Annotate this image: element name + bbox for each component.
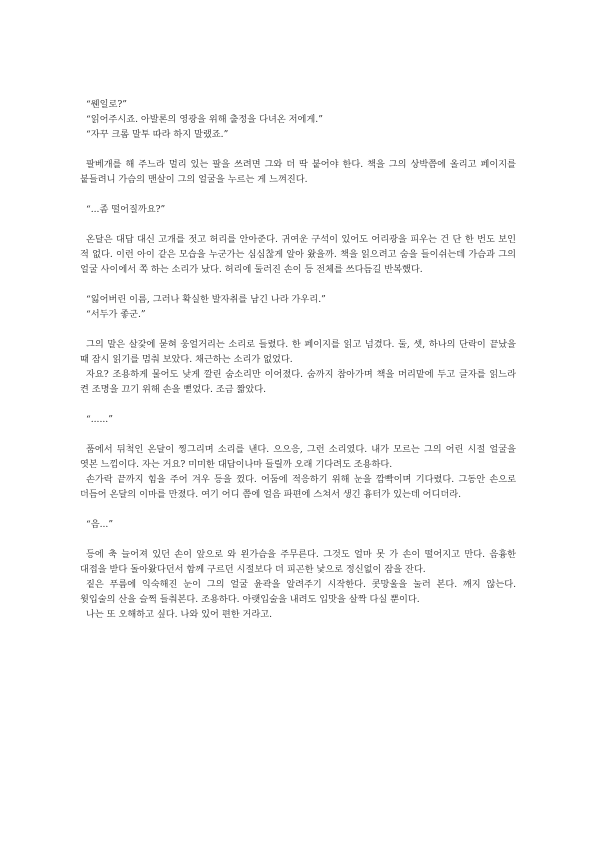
dialogue-line: “......” xyxy=(86,414,113,425)
paragraph-spacer xyxy=(80,322,516,337)
document-body xyxy=(80,97,516,622)
narration-paragraph: 자요? 조용하게 물어도 낮게 깔린 숨소리만 이어졌다. 숨까지 참아가며 책을 머리맡에 두고 글자를 읽느라 켠 조명을 끄기 위해 손을 뻗었다. 조금 짧았다. xyxy=(80,369,516,395)
narration-paragraph: 그의 말은 살갗에 묻혀 웅얼거리는 소리로 들렸다. 한 페이지를 읽고 넘겼다. 둘, 셋, 하나의 단락이 끝났을 때 잠시 읽기를 멈춰 보았다. 채근하는 소리가 없었다. xyxy=(80,339,516,365)
narration-paragraph: 손가락 끝까지 힘을 주어 겨우 등을 껐다. 어둠에 적응하기 위해 눈을 깜빡이며 기다렸다. 그동안 손으로 더듬어 온달의 이마를 만졌다. 여기 어디 쯤에 얼음 파편에 스쳐서 생긴 흉터가 있는데 어디더라. xyxy=(80,474,516,500)
dialogue-line: “음...” xyxy=(86,519,114,530)
dialogue-line: “읽어주시죠. 아발론의 영광을 위해 출정을 다녀온 저에게.” xyxy=(86,114,323,125)
paragraph-spacer xyxy=(80,427,516,442)
dialogue-line: “잃어버린 이름, 그러나 확실한 발자취를 남긴 나라 가우리.” xyxy=(86,294,326,305)
narration-paragraph: 나는 또 오해하고 싶다. 나와 있어 편한 거라고. xyxy=(86,609,273,620)
paragraph-spacer xyxy=(80,397,516,412)
paragraph-spacer xyxy=(80,187,516,202)
narration-paragraph: 짙은 푸름에 익숙해진 눈이 그의 얼굴 윤곽을 알려주기 시작한다. 콧망울을 눌러 본다. 깨지 않는다. 윗입술의 산을 슬쩍 들춰본다. 조용하다. 아랫입술을 내려도 입맛을 살짝 다실 뿐이다. xyxy=(80,579,516,605)
narration-paragraph: 온달은 대답 대신 고개를 젓고 허리를 안아준다. 귀여운 구석이 있어도 어리광을 피우는 건 단 한 번도 보인 적 없다. 이런 아이 같은 모습을 누군가는 심심찮게 알아 왔을까. 책을 읽으려고 숨을 들이쉬는데 가슴과 그의 얼굴 사이에서 쪽 하는 소리가 났다. 허리에 둘러진 손이 등 전체를 쓰다듬길 반복했다. xyxy=(80,234,516,275)
dialogue-line: “서두가 좋군.” xyxy=(86,309,146,320)
paragraph-spacer xyxy=(80,217,516,232)
paragraph-spacer xyxy=(80,502,516,517)
dialogue-line: “...좀 떨어질까요?” xyxy=(86,204,166,215)
paragraph-spacer xyxy=(80,277,516,292)
narration-paragraph: 등에 축 늘어져 있던 손이 앞으로 와 왼가슴을 주무른다. 그것도 얼마 못 가 손이 떨어지고 만다. 음흉한 대접을 받다 돌아왔다던서 함께 구르던 시절보다 더 피곤한 낯으로 정신없이 잠을 잔다. xyxy=(80,549,516,575)
paragraph-spacer xyxy=(80,142,516,157)
dialogue-line: “자꾸 크롬 말투 따라 하지 말랬죠.” xyxy=(86,129,229,140)
dialogue-line: “웬일로?” xyxy=(86,99,127,110)
paragraph-spacer xyxy=(80,532,516,547)
narration-paragraph: 품에서 뒤척인 온달이 찡그리며 소리를 낸다. 으으응, 그런 소리였다. 내가 모르는 그의 어린 시절 얼굴을 엿본 느낌이다. 자는 거요? 미미한 대답이나마 들릴까 오래 기다려도 조용하다. xyxy=(80,444,516,470)
narration-paragraph: 팔베개를 해 주느라 멀리 있는 팔을 쓰려면 그와 더 딱 붙어야 한다. 책을 그의 상박쯤에 올리고 페이지를 붙들려니 가슴의 맨살이 그의 얼굴을 누르는 게 느껴진다. xyxy=(80,159,516,185)
